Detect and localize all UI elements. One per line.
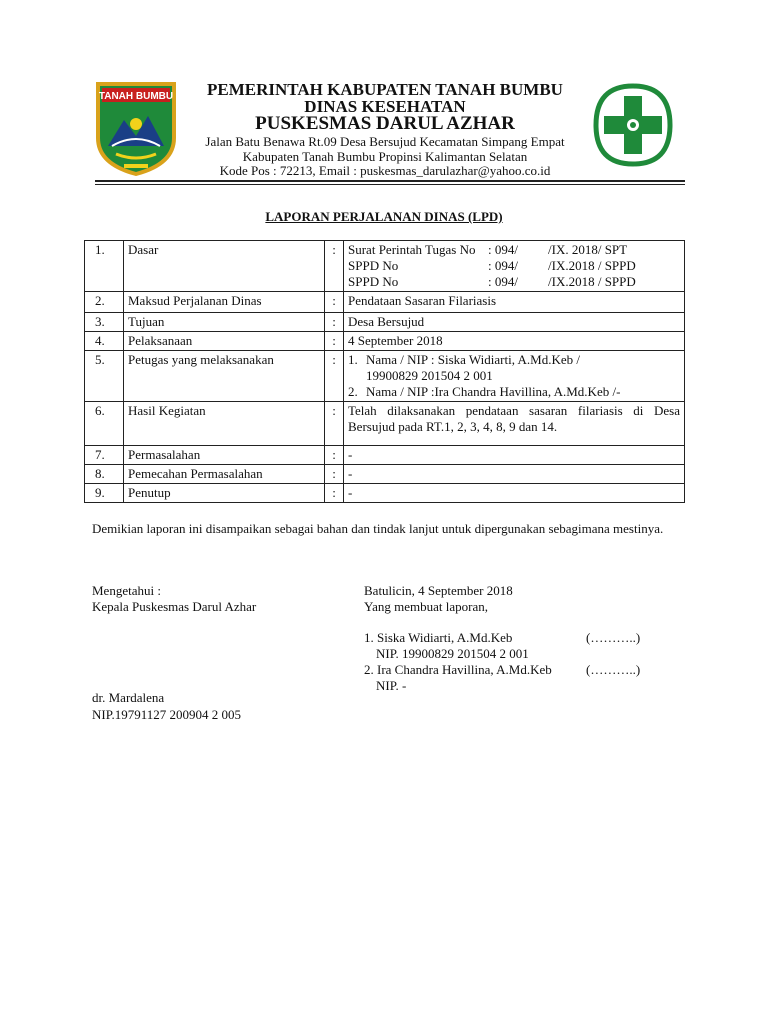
known-label: Mengetahui :	[92, 583, 161, 598]
row-colon: :	[325, 313, 344, 332]
header-address-2: Kabupaten Tanah Bumbu Propinsi Kalimantan Selatan	[242, 149, 528, 164]
row-colon: :	[325, 241, 344, 292]
sppd-label: SPPD No	[348, 274, 399, 289]
row-label: Petugas yang melaksanakan	[124, 351, 325, 402]
logo-label: TANAH BUMBU	[98, 91, 174, 102]
row-label: Penutup	[124, 484, 325, 503]
row-label: Pelaksanaan	[124, 332, 325, 351]
place-date: Batulicin, 4 September 2018	[364, 583, 513, 598]
head-position: Kepala Puskesmas Darul Azhar	[92, 599, 257, 614]
table-row-permasalahan	[85, 446, 685, 465]
row-label: Tujuan	[124, 313, 325, 332]
spt-label: Surat Perintah Tugas No	[348, 242, 476, 257]
signer-1-signature: (………..)	[586, 630, 641, 645]
item-number: 2.	[348, 384, 358, 399]
row-value	[344, 241, 685, 292]
report-table	[84, 240, 685, 503]
item-number: 1.	[348, 352, 358, 367]
row-colon: :	[325, 484, 344, 503]
puskesmas-logo	[590, 80, 676, 170]
head-nip: NIP.19791127 200904 2 005	[92, 707, 242, 722]
table-row-dasar	[85, 241, 685, 292]
row-number: 7.	[85, 446, 124, 465]
row-value: -	[344, 484, 685, 503]
row-label: Pemecahan Permasalahan	[124, 465, 325, 484]
table-row-pemecahan	[85, 465, 685, 484]
table-row-maksud	[85, 292, 685, 313]
row-colon: :	[325, 465, 344, 484]
row-number: 1.	[85, 241, 124, 292]
signer-1-name: 1. Siska Widiarti, A.Md.Keb	[364, 630, 513, 645]
sppd-label: SPPD No	[348, 258, 399, 273]
head-name: dr. Mardalena	[92, 690, 165, 705]
row-number: 3.	[85, 313, 124, 332]
row-value: -	[344, 465, 685, 484]
row-number: 5.	[85, 351, 124, 402]
table-row-pelaksanaan	[85, 332, 685, 351]
row-number: 8.	[85, 465, 124, 484]
signer-2-nip: NIP. -	[376, 678, 407, 693]
header-government: PEMERINTAH KABUPATEN TANAH BUMBU	[207, 80, 563, 99]
signer-1-nip: NIP. 19900829 201504 2 001	[376, 646, 529, 661]
table-row-tujuan	[85, 313, 685, 332]
row-colon: :	[325, 446, 344, 465]
spt-prefix: : 094/	[488, 242, 518, 257]
signer-2-name: 2. Ira Chandra Havillina, A.Md.Keb	[364, 662, 552, 677]
report-maker: Yang membuat laporan,	[364, 599, 488, 614]
officer-1: Nama / NIP : Siska Widiarti, A.Md.Keb /	[366, 352, 580, 367]
table-row-petugas	[85, 351, 685, 402]
header-address-3: Kode Pos : 72213, Email : puskesmas_darulazhar@yahoo.co.id	[219, 163, 551, 178]
spt-suffix: /IX. 2018/ SPT	[548, 242, 628, 257]
row-value: Telah dilaksanakan pendataan sasaran filariasis di Desa Bersujud pada RT.1, 2, 3, 4, 8, 9 dan 14.	[344, 402, 685, 446]
tanah-bumbu-logo	[94, 80, 178, 176]
row-value: 4 September 2018	[344, 332, 685, 351]
header-puskesmas: PUSKESMAS DARUL AZHAR	[255, 113, 515, 134]
row-label: Permasalahan	[124, 446, 325, 465]
row-number: 9.	[85, 484, 124, 503]
table-row-hasil	[85, 402, 685, 446]
closing-paragraph: Demikian laporan ini disampaikan sebagai bahan dan tindak lanjut untuk dipergunakan sebagimana mestinya.	[92, 521, 664, 536]
table-row-penutup	[85, 484, 685, 503]
sppd-prefix: : 094/	[488, 274, 518, 289]
header-rule-thick	[95, 180, 685, 182]
row-label: Hasil Kegiatan	[124, 402, 325, 446]
row-colon: :	[325, 292, 344, 313]
header-rule-thin	[95, 184, 685, 185]
row-number: 2.	[85, 292, 124, 313]
sppd-prefix: : 094/	[488, 258, 518, 273]
row-colon: :	[325, 351, 344, 402]
row-number: 6.	[85, 402, 124, 446]
sppd-suffix: /IX.2018 / SPPD	[548, 258, 636, 273]
row-label: Maksud Perjalanan Dinas	[124, 292, 325, 313]
row-colon: :	[325, 332, 344, 351]
row-colon: :	[325, 402, 344, 446]
row-label: Dasar	[124, 241, 325, 292]
row-value: -	[344, 446, 685, 465]
row-value: Desa Bersujud	[344, 313, 685, 332]
row-value	[344, 351, 685, 402]
row-value: Pendataan Sasaran Filariasis	[344, 292, 685, 313]
officer-2: Nama / NIP :Ira Chandra Havillina, A.Md.Keb /-	[366, 384, 621, 399]
signer-2-signature: (………..)	[586, 662, 641, 677]
report-title: LAPORAN PERJALANAN DINAS (LPD)	[265, 209, 503, 224]
officer-1-nip: 19900829 201504 2 001	[366, 368, 493, 383]
header-address-1: Jalan Batu Benawa Rt.09 Desa Bersujud Kecamatan Simpang Empat	[205, 134, 565, 149]
sppd-suffix: /IX.2018 / SPPD	[548, 274, 636, 289]
row-number: 4.	[85, 332, 124, 351]
header-department: DINAS KESEHATAN	[304, 97, 466, 116]
